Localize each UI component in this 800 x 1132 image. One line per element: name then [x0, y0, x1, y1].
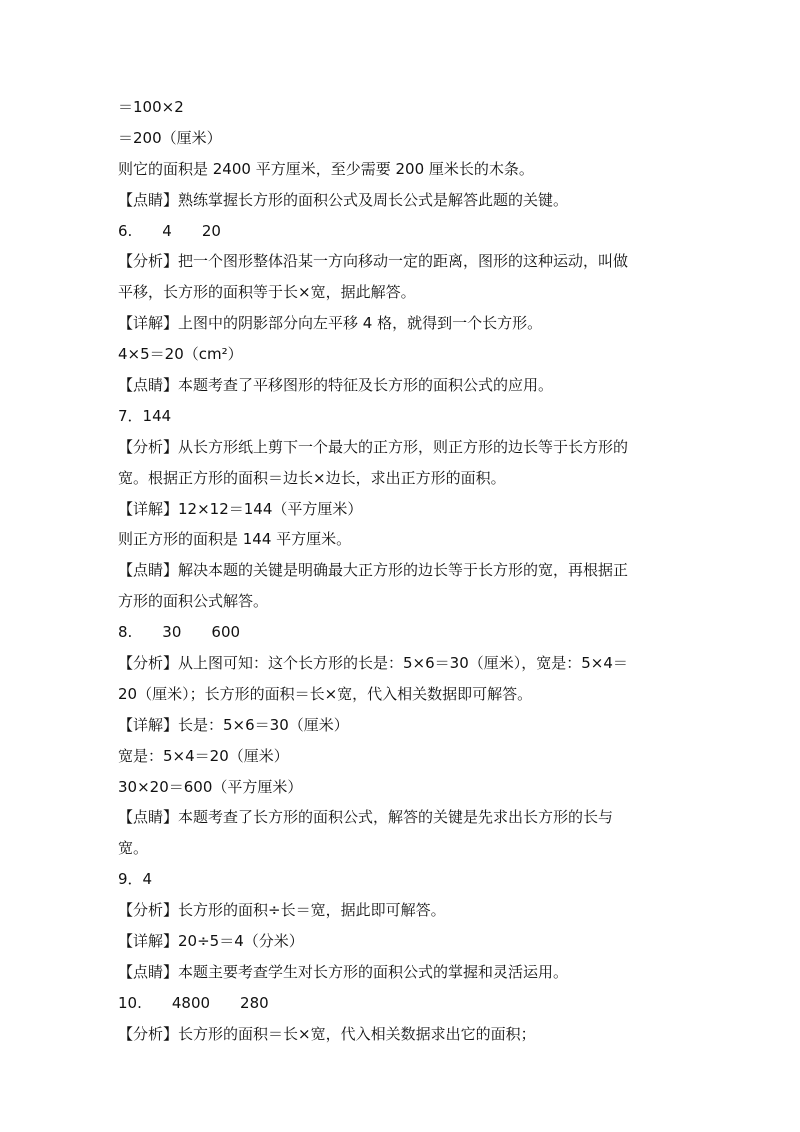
text-line: 【点睛】本题主要考查学生对长方形的面积公式的掌握和灵活运用。 — [118, 962, 569, 981]
question-number-line: 8. 30 600 — [118, 623, 241, 642]
text-line: 则正方形的面积是 144 平方厘米。 — [118, 530, 352, 549]
text-line: 【分析】长方形的面积＝长×宽，代入相关数据求出它的面积； — [118, 1024, 536, 1043]
text-line: 【详解】上图中的阴影部分向左平移 4 格，就得到一个长方形。 — [118, 314, 543, 333]
text-line: 【详解】20÷5＝4（分米） — [118, 932, 304, 951]
question-number-line: 10. 4800 280 — [118, 993, 269, 1012]
text-line: 【分析】长方形的面积÷长＝宽，据此即可解答。 — [118, 901, 446, 920]
text-line: 【详解】12×12＝144（平方厘米） — [118, 499, 363, 518]
text-line: 【分析】把一个图形整体沿某一方向移动一定的距离，图形的这种运动，叫做 — [118, 252, 629, 271]
text-line: 30×20＝600（平方厘米） — [118, 777, 303, 796]
text-line: 宽是：5×4＝20（厘米） — [118, 746, 289, 765]
text-line: 【分析】从上图可知：这个长方形的长是：5×6＝30（厘米），宽是：5×4＝ — [118, 654, 628, 673]
question-number-line: 7．144 — [118, 406, 172, 425]
question-number-line: 9．4 — [118, 870, 153, 889]
text-line: 20（厘米）；长方形的面积＝长×宽，代入相关数据即可解答。 — [118, 684, 533, 703]
question-number-line: 6. 4 20 — [118, 221, 221, 240]
text-line: 则它的面积是 2400 平方厘米，至少需要 200 厘米长的木条。 — [118, 159, 534, 178]
document-body — [118, 92, 718, 1050]
text-line: 【点睛】解决本题的关键是明确最大正方形的边长等于长方形的宽，再根据正 — [118, 561, 629, 580]
text-line: 【点睛】熟练掌握长方形的面积公式及周长公式是解答此题的关键。 — [118, 190, 569, 209]
text-line: 【点睛】本题考查了平移图形的特征及长方形的面积公式的应用。 — [118, 376, 554, 395]
text-line: 【分析】从长方形纸上剪下一个最大的正方形，则正方形的边长等于长方形的 — [118, 437, 629, 456]
text-line: 宽。根据正方形的面积＝边长×边长，求出正方形的面积。 — [118, 468, 506, 487]
formula-line: 4×5＝20（cm²） — [118, 345, 243, 364]
text-line: ＝200（厘米） — [118, 128, 222, 147]
text-line: 平移，长方形的面积等于长×宽，据此解答。 — [118, 283, 416, 302]
text-line: 【点睛】本题考查了长方形的面积公式，解答的关键是先求出长方形的长与 — [118, 808, 614, 827]
text-line: 【详解】长是：5×6＝30（厘米） — [118, 715, 349, 734]
text-line: ＝100×2 — [118, 98, 184, 116]
text-line: 方形的面积公式解答。 — [118, 592, 269, 611]
text-line: 宽。 — [118, 839, 149, 858]
